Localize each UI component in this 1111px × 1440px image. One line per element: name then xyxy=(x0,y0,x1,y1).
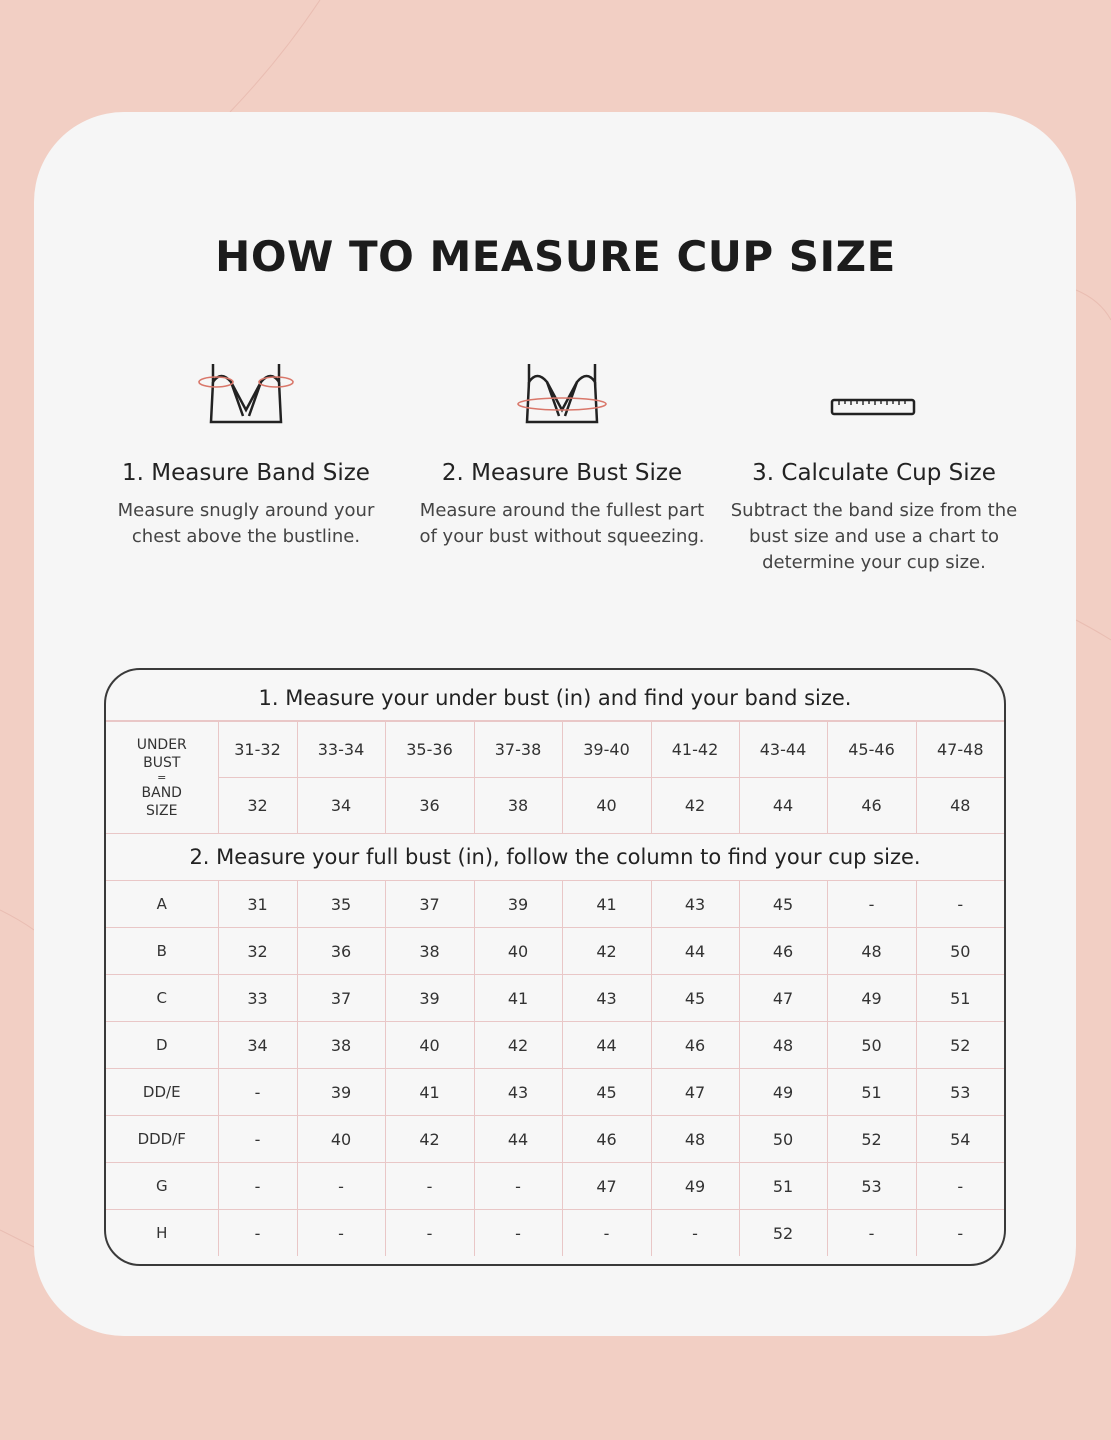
step-text: Measure snugly around your chest above the bustline. xyxy=(117,500,375,547)
bust-size-cell: 50 xyxy=(739,1116,827,1163)
cup-row xyxy=(106,1022,1004,1069)
bust-size-cell: 47 xyxy=(651,1069,739,1116)
band-size-cell: 44 xyxy=(739,778,827,834)
cup-row xyxy=(106,1069,1004,1116)
bust-size-cell: 32 xyxy=(218,928,297,975)
size-chart xyxy=(104,668,1006,1266)
band-size-cell: 42 xyxy=(651,778,739,834)
header-line: UNDER xyxy=(136,736,187,753)
step-heading: 2. Measure Bust Size xyxy=(441,460,683,486)
bust-size-cell: - xyxy=(218,1163,297,1210)
bust-size-cell: 45 xyxy=(651,975,739,1022)
band-size-row xyxy=(106,778,1004,834)
bust-size-cell: 49 xyxy=(651,1163,739,1210)
bust-size-cell: 39 xyxy=(474,881,562,928)
bust-size-cell: 45 xyxy=(739,881,827,928)
bust-size-cell: - xyxy=(218,1069,297,1116)
bust-size-cell: 35 xyxy=(297,881,385,928)
bust-size-cell: 54 xyxy=(916,1116,1004,1163)
size-table xyxy=(106,721,1004,1256)
cup-label: B xyxy=(106,928,218,975)
header-line: = xyxy=(157,770,167,784)
cup-label: H xyxy=(106,1210,218,1257)
bust-size-cell: 46 xyxy=(562,1116,651,1163)
bust-size-cell: - xyxy=(562,1210,651,1257)
bust-size-cell: 31 xyxy=(218,881,297,928)
bust-size-cell: 39 xyxy=(385,975,474,1022)
bust-size-cell: - xyxy=(916,1163,1004,1210)
bust-size-cell: 43 xyxy=(474,1069,562,1116)
header-line: SIZE xyxy=(146,802,178,819)
under-bust-row xyxy=(106,722,1004,778)
bust-size-cell: 43 xyxy=(562,975,651,1022)
bust-size-cell: - xyxy=(827,881,916,928)
bust-size-cell: 52 xyxy=(827,1116,916,1163)
step-measure-band xyxy=(96,352,396,550)
bust-size-cell: - xyxy=(474,1163,562,1210)
under-bust-cell: 41-42 xyxy=(651,722,739,778)
bust-size-cell: 45 xyxy=(562,1069,651,1116)
bust-size-cell: 40 xyxy=(297,1116,385,1163)
bust-size-cell: 46 xyxy=(739,928,827,975)
bust-size-cell: 37 xyxy=(385,881,474,928)
under-bust-cell: 47-48 xyxy=(916,722,1004,778)
cup-label: C xyxy=(106,975,218,1022)
bust-size-cell: 50 xyxy=(916,928,1004,975)
table-caption-cup: 2. Measure your full bust (in), follow the column to find your cup size. xyxy=(106,834,1004,881)
under-bust-cell: 33-34 xyxy=(297,722,385,778)
bust-size-cell: 38 xyxy=(385,928,474,975)
bust-size-cell: 41 xyxy=(562,881,651,928)
bust-size-cell: 40 xyxy=(474,928,562,975)
band-size-cell: 48 xyxy=(916,778,1004,834)
cup-label: A xyxy=(106,881,218,928)
band-size-cell: 46 xyxy=(827,778,916,834)
bust-size-cell: 48 xyxy=(827,928,916,975)
bust-size-cell: 46 xyxy=(651,1022,739,1069)
bust-size-cell: 53 xyxy=(916,1069,1004,1116)
step-heading: 1. Measure Band Size xyxy=(122,460,370,486)
step-heading: 3. Calculate Cup Size xyxy=(752,460,996,486)
under-bust-cell: 35-36 xyxy=(385,722,474,778)
bust-size-cell: 51 xyxy=(916,975,1004,1022)
bust-size-cell: 42 xyxy=(385,1116,474,1163)
cup-row xyxy=(106,1116,1004,1163)
bust-size-cell: 52 xyxy=(916,1022,1004,1069)
bust-size-cell: 37 xyxy=(297,975,385,1022)
bust-size-cell: 34 xyxy=(218,1022,297,1069)
band-size-cell: 40 xyxy=(562,778,651,834)
header-line: BUST xyxy=(143,754,181,771)
bust-size-cell: 50 xyxy=(827,1022,916,1069)
bust-size-cell: 33 xyxy=(218,975,297,1022)
cup-row xyxy=(106,1210,1004,1257)
bust-size-cell: 36 xyxy=(297,928,385,975)
page-title: HOW TO MEASURE CUP SIZE xyxy=(215,232,896,281)
cup-row xyxy=(106,928,1004,975)
bust-size-cell: - xyxy=(916,1210,1004,1257)
cup-label: DD/E xyxy=(106,1069,218,1116)
bust-size-cell: 51 xyxy=(827,1069,916,1116)
bust-size-cell: - xyxy=(474,1210,562,1257)
bust-size-cell: 52 xyxy=(739,1210,827,1257)
bust-size-cell: - xyxy=(297,1210,385,1257)
bust-size-cell: - xyxy=(827,1210,916,1257)
header-line: BAND xyxy=(141,784,182,801)
bust-size-cell: 41 xyxy=(385,1069,474,1116)
under-bust-cell: 37-38 xyxy=(474,722,562,778)
bust-size-cell: 42 xyxy=(474,1022,562,1069)
bust-size-cell: 41 xyxy=(474,975,562,1022)
step-text: Measure around the fullest part of your bust without squeezing. xyxy=(419,500,705,547)
bust-size-cell: - xyxy=(218,1210,297,1257)
under-bust-cell: 31-32 xyxy=(218,722,297,778)
under-bust-cell: 39-40 xyxy=(562,722,651,778)
bust-size-cell: 47 xyxy=(562,1163,651,1210)
band-size-cell: 32 xyxy=(218,778,297,834)
band-size-row-header xyxy=(106,722,218,834)
bust-size-cell: 39 xyxy=(297,1069,385,1116)
cup-label: DDD/F xyxy=(106,1116,218,1163)
bra-band-icon xyxy=(96,352,396,432)
step-calculate-cup xyxy=(724,352,1024,576)
bust-size-cell: 42 xyxy=(562,928,651,975)
band-size-cell: 38 xyxy=(474,778,562,834)
bust-size-cell: 44 xyxy=(651,928,739,975)
bust-size-cell: 44 xyxy=(474,1116,562,1163)
cup-label: G xyxy=(106,1163,218,1210)
under-bust-cell: 45-46 xyxy=(827,722,916,778)
cup-row xyxy=(106,881,1004,928)
bra-bust-icon xyxy=(412,352,712,432)
bust-size-cell: - xyxy=(916,881,1004,928)
table-caption-band: 1. Measure your under bust (in) and find your band size. xyxy=(106,670,1004,721)
bust-size-cell: 43 xyxy=(651,881,739,928)
bust-size-cell: 49 xyxy=(739,1069,827,1116)
bust-size-cell: 47 xyxy=(739,975,827,1022)
cup-row xyxy=(106,975,1004,1022)
bust-size-cell: 48 xyxy=(651,1116,739,1163)
ruler-icon xyxy=(724,352,1024,432)
band-size-cell: 36 xyxy=(385,778,474,834)
band-size-cell: 34 xyxy=(297,778,385,834)
under-bust-cell: 43-44 xyxy=(739,722,827,778)
bust-size-cell: - xyxy=(651,1210,739,1257)
bust-size-cell: - xyxy=(218,1116,297,1163)
bust-size-cell: 48 xyxy=(739,1022,827,1069)
bust-size-cell: 53 xyxy=(827,1163,916,1210)
step-text: Subtract the band size from the bust size and use a chart to determine your cup size. xyxy=(730,500,1018,573)
bust-size-cell: 51 xyxy=(739,1163,827,1210)
step-measure-bust xyxy=(412,352,712,550)
cup-row xyxy=(106,1163,1004,1210)
bust-size-cell: 38 xyxy=(297,1022,385,1069)
bust-size-cell: 49 xyxy=(827,975,916,1022)
bust-size-cell: - xyxy=(297,1163,385,1210)
bust-size-cell: - xyxy=(385,1163,474,1210)
cup-label: D xyxy=(106,1022,218,1069)
bust-size-cell: 40 xyxy=(385,1022,474,1069)
bust-size-cell: 44 xyxy=(562,1022,651,1069)
bust-size-cell: - xyxy=(385,1210,474,1257)
